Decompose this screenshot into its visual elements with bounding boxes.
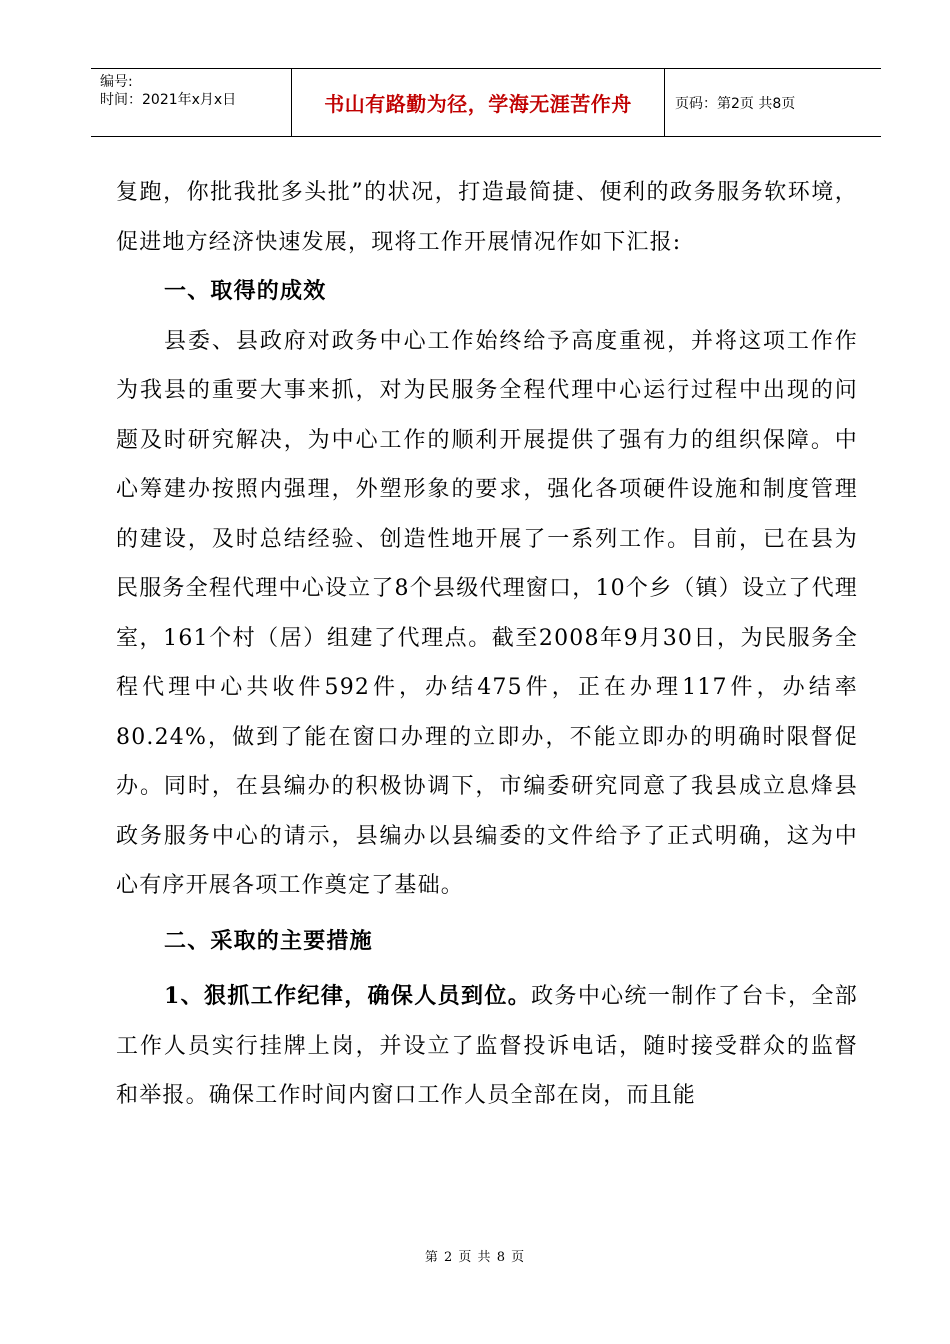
paragraph-results: 县委、县政府对政务中心工作始终给予高度重视，并将这项工作作为我县的重要大事来抓，对为民服务全程代理中心运行过程中出现的问题及时研究解决，为中心工作的顺利开展提供了强有力的组织保障。中心筹建办按照内强理，外塑形象的要求，强化各项硬件设施和制度管理的建设，及时总结经验、创造性地开展了一系列工作。目前，已在县为民服务全程代理中心设立了8个县级代理窗口，10个乡（镇）设立了代理室，161个村（居）组建了代理点。截至2008年9月30日，为民服务全程代理中心共收件592件，办结475件，正在办理117件，办结率80.24%，做到了能在窗口办理的立即办，不能立即办的明确时限督促办。同时，在县编办的积极协调下，市编委研究同意了我县成立息烽县政务服务中心的请示，县编办以县编委的文件给予了正式明确，这为中心有序开展各项工作奠定了基础。 <box>116 328 858 898</box>
time-label: 时间：2021年x月x日 <box>100 92 237 108</box>
page-header <box>91 68 881 137</box>
page-footer: 第 2 页 共 8 页 <box>424 1250 526 1265</box>
header-meta <box>91 69 292 136</box>
section-heading-results: 一、取得的成效 <box>164 279 327 304</box>
measure-1-text: 政务中心统一制作了台卡，全部工作人员实行挂牌上岗，并设立了监督投诉电话，随时接受群众的监督和举报。确保工作时间内窗口工作人员全部在岗，而且能 <box>116 984 858 1108</box>
document-body <box>116 168 858 1121</box>
measure-1-title: 1、狠抓工作纪律，确保人员到位。 <box>164 983 532 1009</box>
paragraph-intro-continuation: 复跑，你批我批多头批”的状况，打造最简捷、便利的政务服务软环境，促进地方经济快速发展，现将工作开展情况作如下汇报: <box>116 180 858 255</box>
header-page-code: 页码：第2页 共8页 <box>675 95 796 112</box>
section-heading-measures: 二、采取的主要措施 <box>164 928 373 954</box>
serial-label: 编号: <box>100 74 133 90</box>
paragraph-measure-1 <box>116 972 858 1121</box>
header-motto: 书山有路勤为径，学海无涯苦作舟 <box>292 69 665 136</box>
